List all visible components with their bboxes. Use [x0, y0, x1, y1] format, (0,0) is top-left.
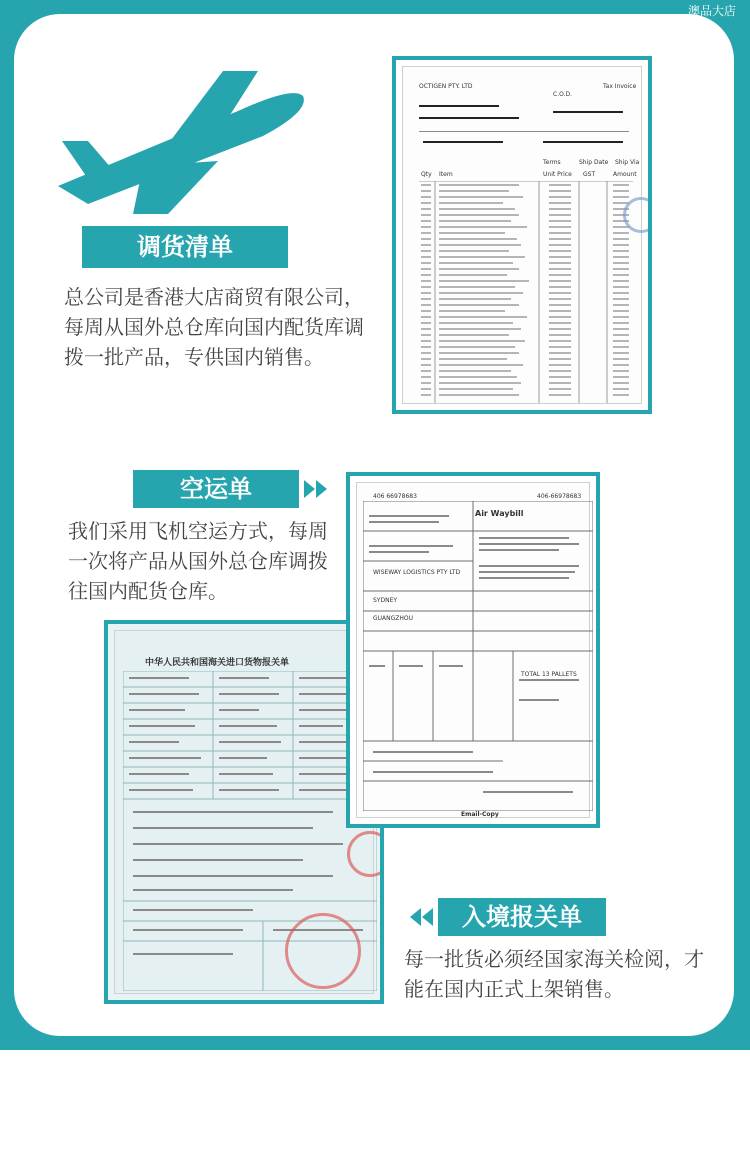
invoice-sheet — [402, 66, 642, 404]
airplane-icon — [48, 66, 308, 216]
double-chevron-right-icon — [304, 480, 315, 498]
customs-sheet — [114, 630, 374, 994]
invoice-company: OCTIGEN PTY. LTD — [419, 83, 473, 90]
airway-sheet — [356, 482, 590, 818]
airway-grid — [363, 501, 593, 811]
airway-code-left: 406 66978683 — [373, 493, 417, 500]
invoice-col-unit-price: Unit Price — [543, 171, 572, 178]
airway-to: GUANGZHOU — [373, 615, 414, 622]
customs-section-title: 入境报关单 — [438, 898, 606, 936]
customs-description: 每一批货必须经国家海关检阅，才能在国内正式上架销售。 — [404, 947, 704, 1001]
airway-from: SYDNEY — [373, 597, 398, 604]
invoice-stamp — [623, 197, 652, 233]
invoice-col-gst: GST — [583, 171, 596, 178]
transfer-title: 调货清单 — [82, 226, 288, 268]
airway-consignee: WISEWAY LOGISTICS PTY LTD — [373, 569, 461, 576]
invoice-col-amount: Amount — [613, 171, 637, 178]
invoice-rows — [419, 181, 633, 403]
airway-document — [346, 472, 600, 828]
invoice-col-qty: Qty — [421, 171, 432, 178]
invoice-terms: Terms — [543, 159, 561, 166]
airway-title-doc: Air Waybill — [475, 509, 524, 518]
invoice-header-right: Tax Invoice — [603, 83, 637, 90]
invoice-col-item: Item — [439, 171, 453, 178]
invoice-ship-via: Ship Via — [615, 159, 640, 166]
airway-pieces: TOTAL 13 PALLETS — [521, 671, 577, 678]
airway-title: 空运单 — [133, 470, 299, 508]
watermark: 澳品大店 — [687, 4, 736, 18]
transfer-description: 总公司是香港大店商贸有限公司，每周从国外总仓库向国内配货库调拨一批产品，专供国内销售。 — [64, 285, 364, 369]
invoice-cod: C.O.D. — [553, 91, 573, 98]
invoice-ship-date: Ship Date — [579, 159, 609, 166]
airway-description: 我们采用飞机空运方式，每周一次将产品从国外总仓库调拨往国内配货仓库。 — [68, 519, 328, 603]
customs-title: 中华人民共和国海关进口货物报关单 — [145, 658, 290, 668]
customs-stamp-left — [285, 913, 361, 989]
invoice-document — [392, 56, 652, 414]
customs-document — [104, 620, 384, 1004]
double-chevron-left-icon — [410, 908, 421, 926]
airway-copy-label: Email-Copy — [461, 811, 499, 818]
airway-code-right: 406-66978683 — [537, 493, 582, 500]
